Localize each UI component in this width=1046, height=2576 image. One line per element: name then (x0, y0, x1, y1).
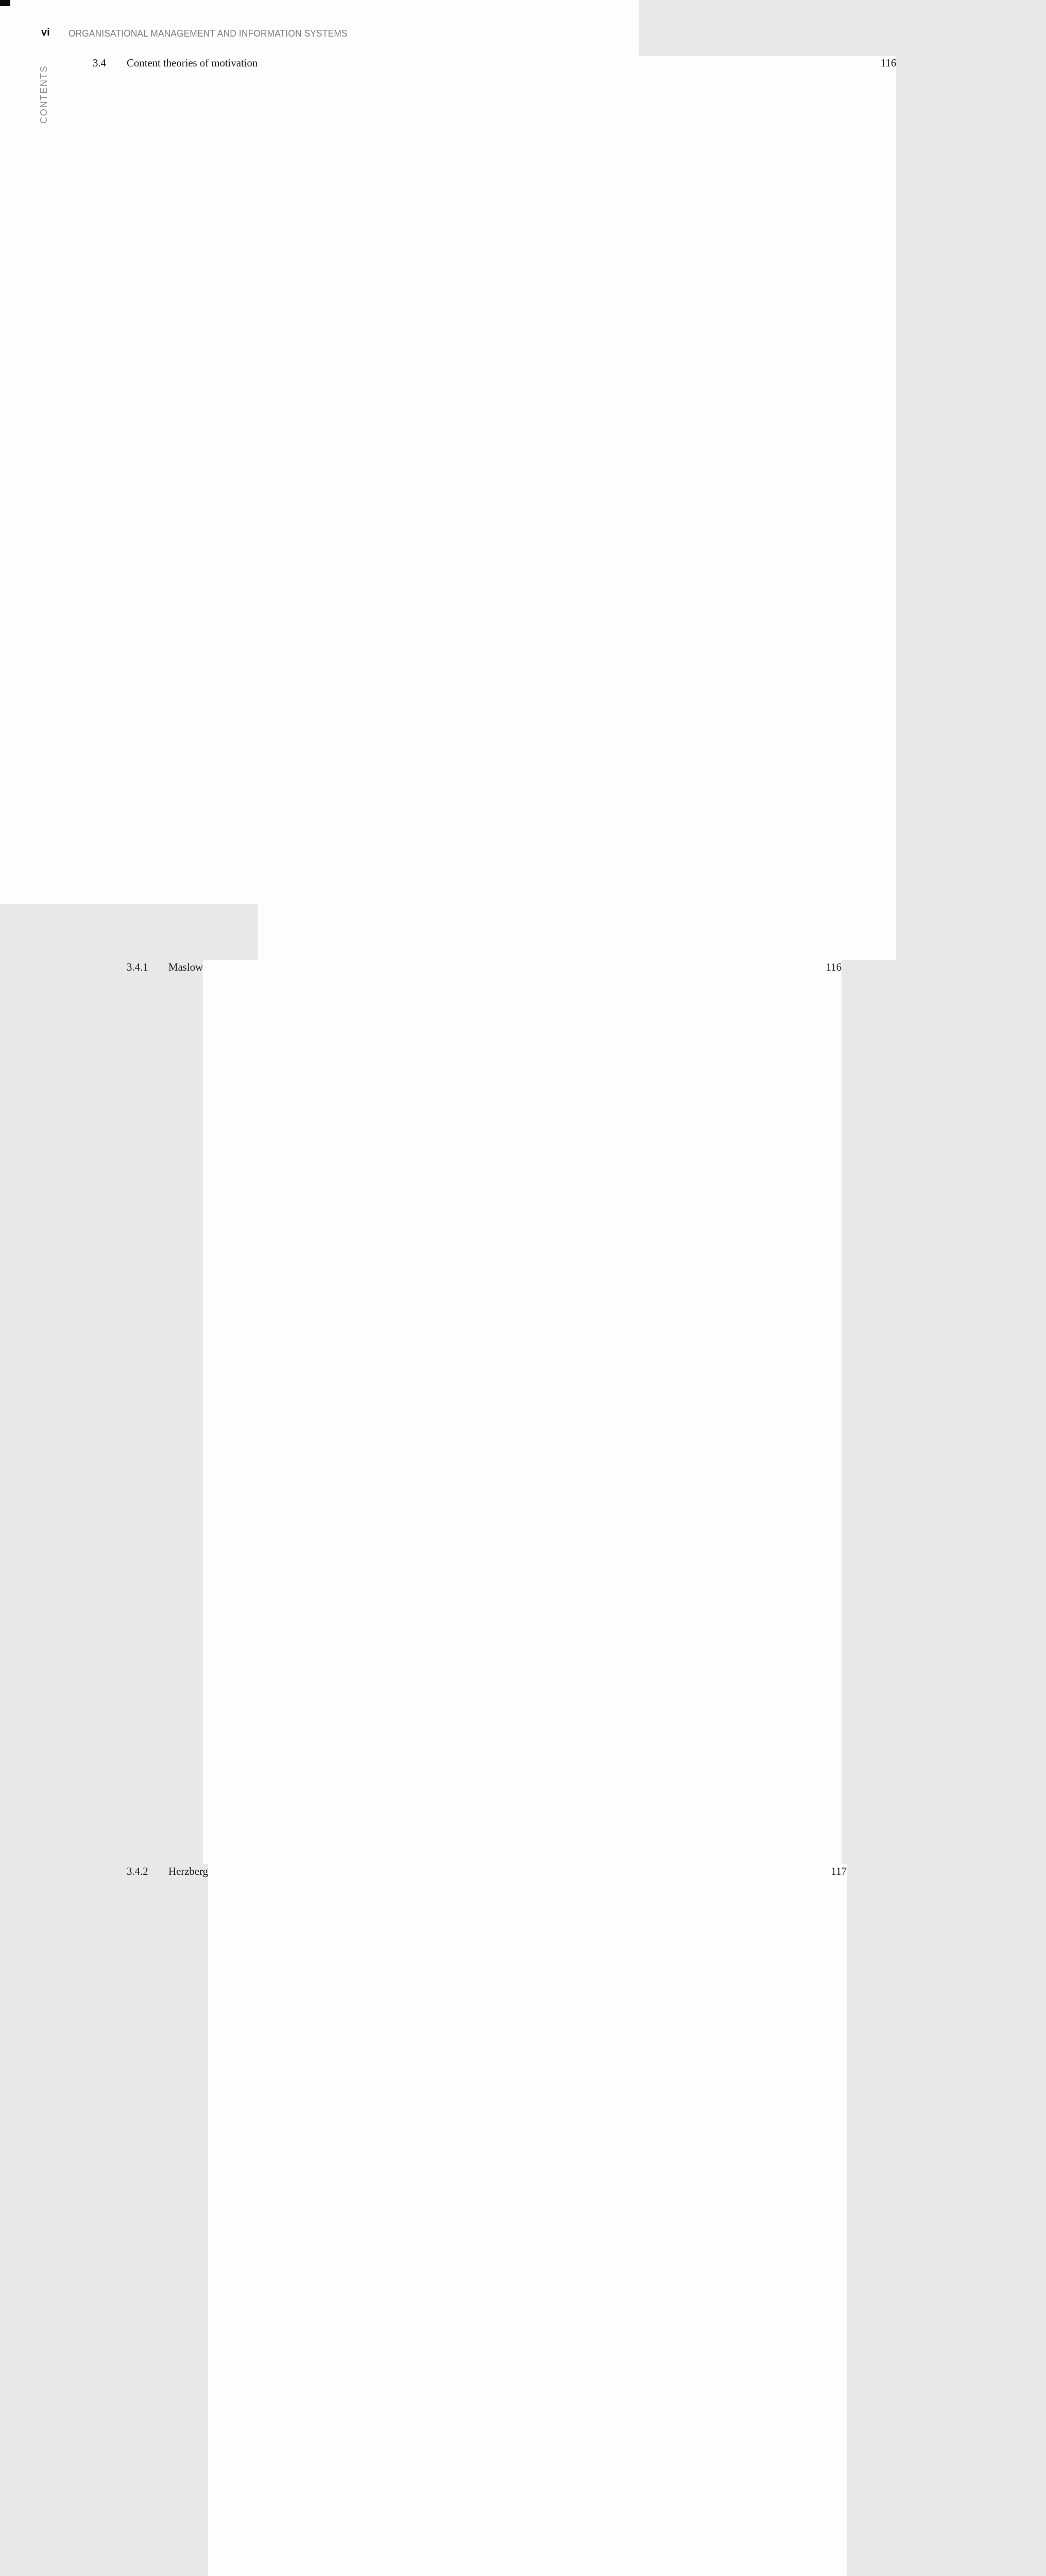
toc-entry-page: 116 (258, 56, 896, 960)
toc-entry-number: 3.4.2 (127, 1865, 148, 1877)
contents-side-label: CONTENTS (39, 65, 49, 124)
toc-entry (93, 56, 897, 960)
toc-entry-number: 3.4 (93, 57, 106, 69)
toc-entry-page: 117 (208, 1864, 847, 2576)
toc-entry-title: Content theories of motivation (127, 57, 258, 69)
toc-list (93, 56, 897, 2576)
scan-artifact-corner-mark (0, 0, 10, 6)
page-number-folio: vi (41, 27, 50, 38)
toc-entry (93, 1864, 847, 2576)
toc-entry (93, 960, 842, 1864)
toc-entry-title: Maslow (168, 961, 203, 973)
toc-entry-page: 116 (203, 960, 842, 1864)
toc-entry-title: Herzberg (168, 1865, 208, 1877)
toc-entry-number: 3.4.1 (127, 961, 148, 973)
running-head: ORGANISATIONAL MANAGEMENT AND INFORMATION SYSTEMS (68, 28, 348, 39)
